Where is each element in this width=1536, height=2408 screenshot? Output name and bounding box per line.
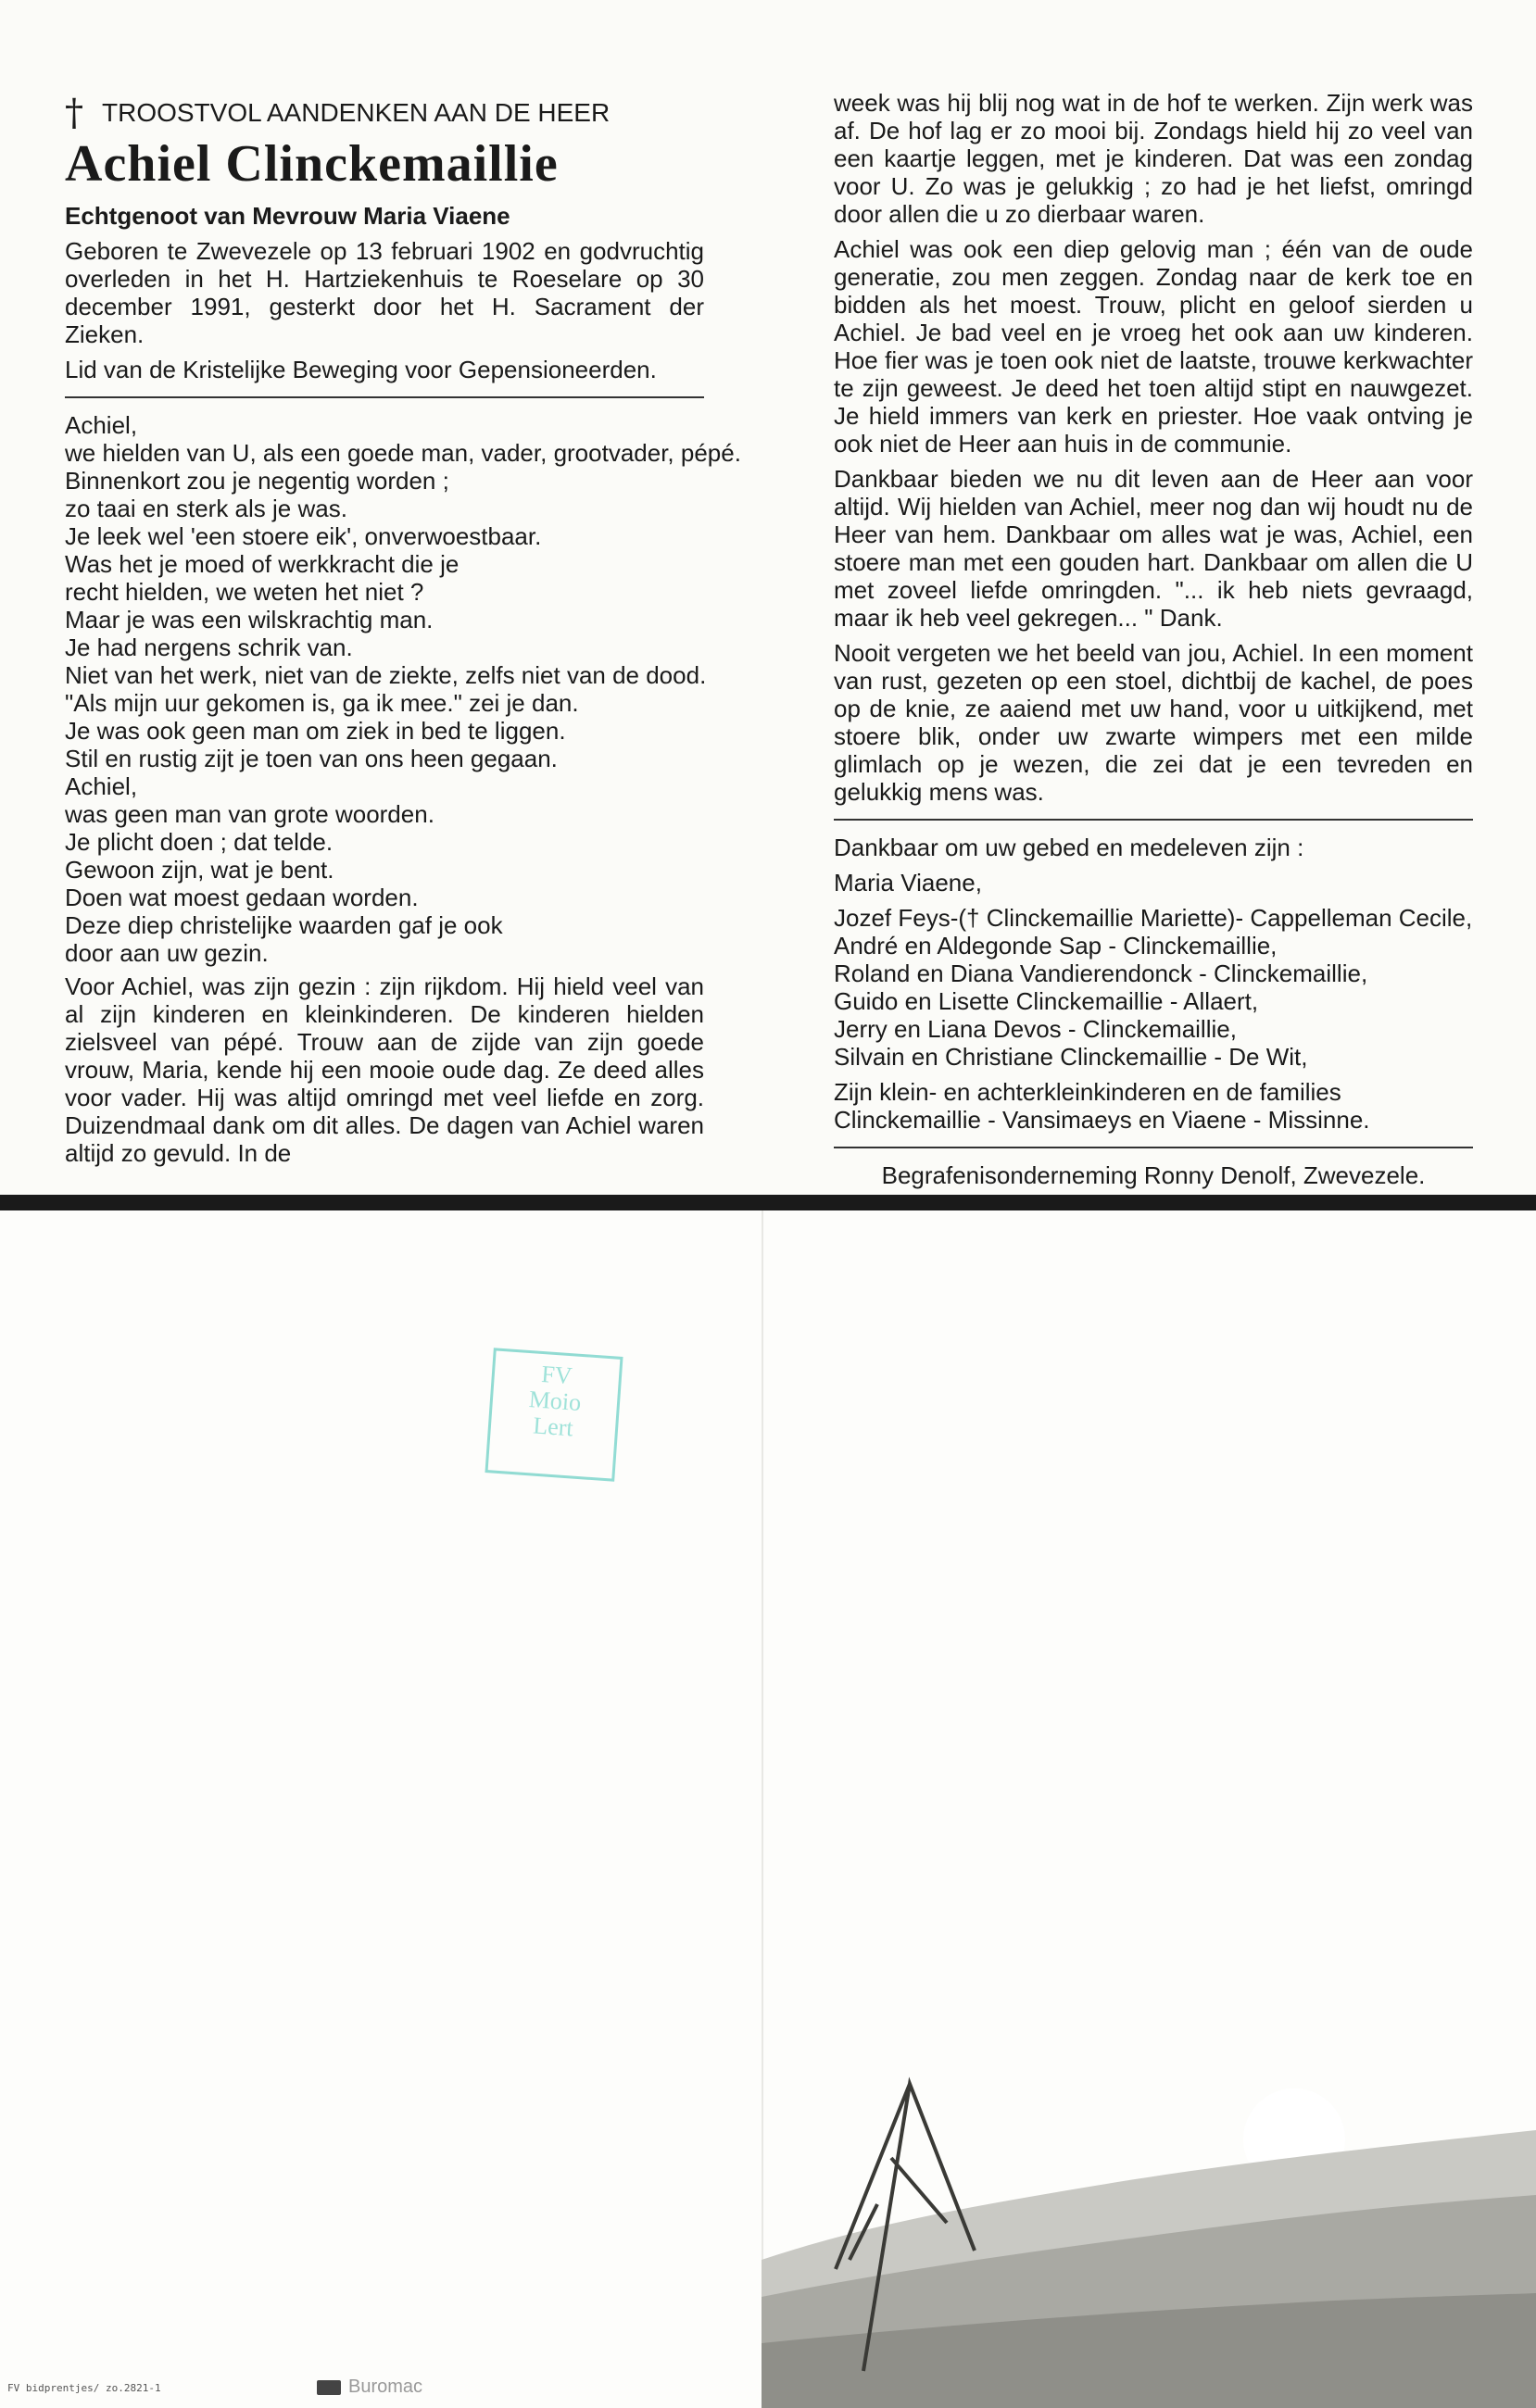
family-member: Silvain en Christiane Clinckemaillie - De Wit, (834, 1043, 1308, 1071)
spouse-line: Echtgenoot van Mevrouw Maria Viaene (65, 202, 510, 230)
poem-second (65, 772, 704, 967)
brand-name: Buromac (348, 2377, 423, 2397)
memory-paragraph: Nooit vergeten we het beeld van jou, Achiel. In een moment van rust, gezeten op een stoel, dichtbij de kachel, de poes op de knie, ze aaiend met uw hand, voor u uitkijkend, met stoere blik, onder uw zwarte wimpers met een milde glimlach op je wezen, die zei dat je een tevreden en gelukkig mens was. (834, 639, 1473, 806)
family-list (834, 904, 1473, 1071)
brand-logo-icon (317, 2380, 341, 2395)
poem-line: Gewoon zijn, wat je bent. (65, 856, 334, 884)
poem-line: we hielden van U, als een goede man, vader, grootvader, pépé. (65, 439, 741, 467)
poem-line: Je leek wel 'een stoere eik', onverwoestbaar. (65, 522, 542, 550)
landscape-drawing (762, 2065, 1536, 2408)
cross-icon: † (65, 92, 83, 134)
poem-first (65, 411, 741, 772)
poem-line: door aan uw gezin. (65, 939, 269, 967)
family-member: Roland en Diana Vandierendonck - Clinckemaillie, (834, 959, 1368, 987)
poem-line: Niet van het werk, niet van de ziekte, zelfs niet van de dood. (65, 661, 707, 689)
brand-mark (317, 2377, 422, 2398)
faith-paragraph: Achiel was ook een diep gelovig man ; één van de oude generatie, zou men zeggen. Zondag naar de kerk toe en bidden als het moest. Trouw, plicht en geloof sierden u Achiel. Je bad veel en je vroeg het ook aan uw kinderen. Hoe fier was je toen ook niet de laatste, trouwe kerkwachter te zijn geweest. Je deed het toen altijd stipt en nauwgezet. Je hield immers van kerk en priester. Hoe vaak ontving je ook niet de Heer aan huis in de communie. (834, 235, 1473, 458)
poem-line: recht hielden, we weten het niet ? (65, 578, 424, 606)
poem-line: Je plicht doen ; dat telde. (65, 828, 334, 856)
poem-line: Deze diep christelijke waarden gaf je ook (65, 911, 503, 939)
family-member: Jozef Feys-(† Clinckemaillie Mariette)- Cappelleman Cecile, (834, 904, 1473, 932)
archive-stamp (485, 1348, 623, 1481)
poem-line: Je was ook geen man om ziek in bed te liggen. (65, 717, 566, 745)
deceased-name: Achiel Clinckemaillie (65, 135, 559, 193)
stamp-line: Moio (527, 1386, 583, 1416)
right-column (834, 89, 1473, 1189)
left-column (65, 85, 741, 1174)
grandchildren-line: Zijn klein- en achterkleinkinderen en de families (834, 1078, 1341, 1106)
poem-line: Doen wat moest gedaan worden. (65, 884, 419, 911)
thanks-intro: Dankbaar om uw gebed en medeleven zijn : (834, 834, 1304, 861)
poem-line: Je had nergens schrik van. (65, 633, 353, 661)
poem-line: Stil en rustig zijt je toen van ons heen gegaan. (65, 745, 558, 772)
stamp-line: FV (540, 1360, 573, 1390)
divider (834, 819, 1473, 821)
memorial-header (65, 94, 704, 132)
family-member: Jerry en Liana Devos - Clinckemaillie, (834, 1015, 1237, 1043)
memorial-title: TROOSTVOL AANDENKEN AAN DE HEER (102, 98, 611, 127)
stamp-line: Lert (532, 1411, 574, 1442)
poem-line: "Als mijn uur gekomen is, ga ik mee." zei je dan. (65, 689, 579, 717)
gratitude-paragraph: Dankbaar bieden we nu dit leven aan de Heer aan voor altijd. Wij hielden van Achiel, meer nog dan wij houdt nu de Heer van hem. Dankbaar om alles wat je was, Achiel, een stoere man met een gouden hart. Dankbaar om allen die U met zoveel liefde omringden. "... ik heb niets gevraagd, maar ik heb veel gekregen... " Dank. (834, 465, 1473, 632)
poem-line: Achiel, (65, 411, 138, 439)
divider (834, 1147, 1473, 1148)
family-member: Guido en Lisette Clinckemaillie - Allaert, (834, 987, 1259, 1015)
family-paragraph: Voor Achiel, was zijn gezin : zijn rijkdom. Hij hield veel van al zijn kinderen en kleinkinderen. De kinderen hielden zielsveel van pépé. Trouw aan de zijde van zijn goede vrouw, Maria, kende hij een mooie oude dag. Ze deed alles voor vader. Hij was altijd omringd met veel liefde en zorg. Duizendmaal dank om dit alles. De dagen van Achiel waren altijd zo gevuld. In de (65, 972, 704, 1167)
widow-name: Maria Viaene, (834, 869, 982, 897)
membership-line: Lid van de Kristelijke Beweging voor Gepensioneerden. (65, 356, 657, 383)
poem-line: Binnenkort zou je negentig worden ; (65, 467, 449, 495)
family-member: André en Aldegonde Sap - Clinckemaillie, (834, 932, 1278, 959)
divider (65, 396, 704, 398)
birth-death-info: Geboren te Zwevezele op 13 februari 1902 en godvruchtig overleden in het H. Hartziekenhuis te Roeselare op 30 december 1991, gesterkt door het H. Sacrament der Zieken. (65, 237, 704, 348)
poem-line: Achiel, (65, 772, 138, 800)
garden-paragraph: week was hij blij nog wat in de hof te werken. Zijn werk was af. De hof lag er zo mooi bij. Zondags hield hij zo veel van een kaartje leggen, met je kinderen. Dat was een zondag voor U. Zo was je gelukkig ; zo had je het liefst, omringd door allen die u zo dierbaar waren. (834, 89, 1473, 228)
poem-line: Maar je was een wilskrachtig man. (65, 606, 434, 633)
card-front (0, 0, 1536, 1195)
undertaker-line: Begrafenisonderneming Ronny Denolf, Zwevezele. (881, 1161, 1426, 1189)
poem-line: Was het je moed of werkkracht die je (65, 550, 460, 578)
archive-reference: FV bidprentjes/ zo.2821-1 (7, 2382, 161, 2394)
poem-line: was geen man van grote woorden. (65, 800, 434, 828)
grandchildren-line: Clinckemaillie - Vansimaeys en Viaene - Missinne. (834, 1106, 1370, 1134)
poem-line: zo taai en sterk als je was. (65, 495, 347, 522)
